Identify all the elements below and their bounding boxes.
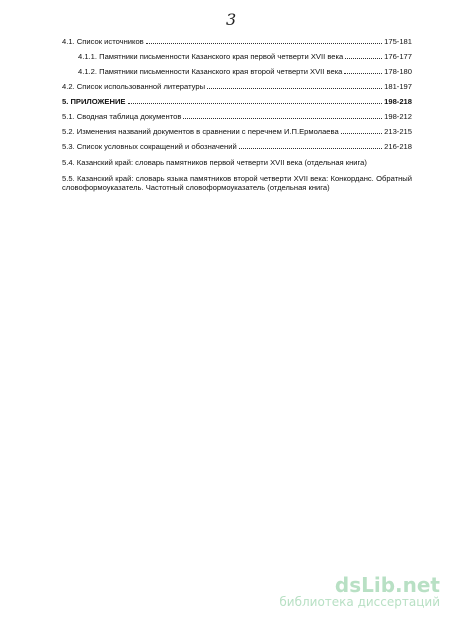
watermark-logo: dsLib.net xyxy=(334,573,440,597)
toc-entry-54: 5.4. Казанский край: словарь памятников первой четверти XVII века (отдельная книга) xyxy=(62,158,367,167)
toc-entry xyxy=(62,82,412,97)
toc-entry-title: 5.3. Список условных сокращений и обозначений xyxy=(62,142,237,151)
toc-entry xyxy=(62,112,412,127)
toc-entry-pages: 176-177 xyxy=(384,52,412,61)
toc-entry xyxy=(62,37,412,52)
toc-entry-pages: 198-212 xyxy=(384,112,412,121)
toc-entry xyxy=(62,67,412,82)
toc-entry-title: 4.1. Список источников xyxy=(62,37,144,46)
toc-entry-55: 5.5. Казанский край: словарь языка памятников второй четверти XVII века: Конкорданс. Обратный словоформоуказатель. Частотный словоформоуказатель (отдельная книга) xyxy=(62,174,412,192)
toc-entry-pages: 216-218 xyxy=(384,142,412,151)
toc-entry-pages: 181-197 xyxy=(384,82,412,91)
toc-leader-dots xyxy=(341,127,382,134)
toc-entry-pages: 178-180 xyxy=(384,67,412,76)
toc-entry xyxy=(62,52,412,67)
toc-leader-dots xyxy=(146,37,382,44)
toc-leader-dots xyxy=(239,142,382,149)
toc-entry-title: 5. ПРИЛОЖЕНИЕ xyxy=(62,97,126,106)
toc-leader-dots xyxy=(207,82,382,89)
toc-leader-dots xyxy=(183,112,382,119)
toc-entry-title: 5.2. Изменения названий документов в сравнении с перечнем И.П.Ермолаева xyxy=(62,127,339,136)
toc-entry-pages: 213-215 xyxy=(384,127,412,136)
toc-entry-title: 5.1. Сводная таблица документов xyxy=(62,112,182,121)
page-number: 3 xyxy=(226,10,237,29)
table-of-contents xyxy=(62,37,412,199)
toc-leader-dots xyxy=(345,52,382,59)
toc-entry-pages: 198-218 xyxy=(384,97,412,106)
toc-entry-title: 4.2. Список использованной литературы xyxy=(62,82,206,91)
toc-entry xyxy=(62,127,412,142)
watermark xyxy=(279,573,440,609)
toc-leader-dots xyxy=(128,97,383,104)
toc-entry-title: 4.1.2. Памятники письменности Казанского края второй четверти XVII века xyxy=(78,67,343,76)
toc-entry-section xyxy=(62,97,412,112)
toc-leader-dots xyxy=(344,67,382,74)
watermark-subtitle: библиотека диссертаций xyxy=(279,595,440,609)
toc-entry-title: 4.1.1. Памятники письменности Казанского края первой четверти XVII века xyxy=(78,52,344,61)
toc-entry xyxy=(62,142,412,157)
toc-entry-pages: 175-181 xyxy=(384,37,412,46)
